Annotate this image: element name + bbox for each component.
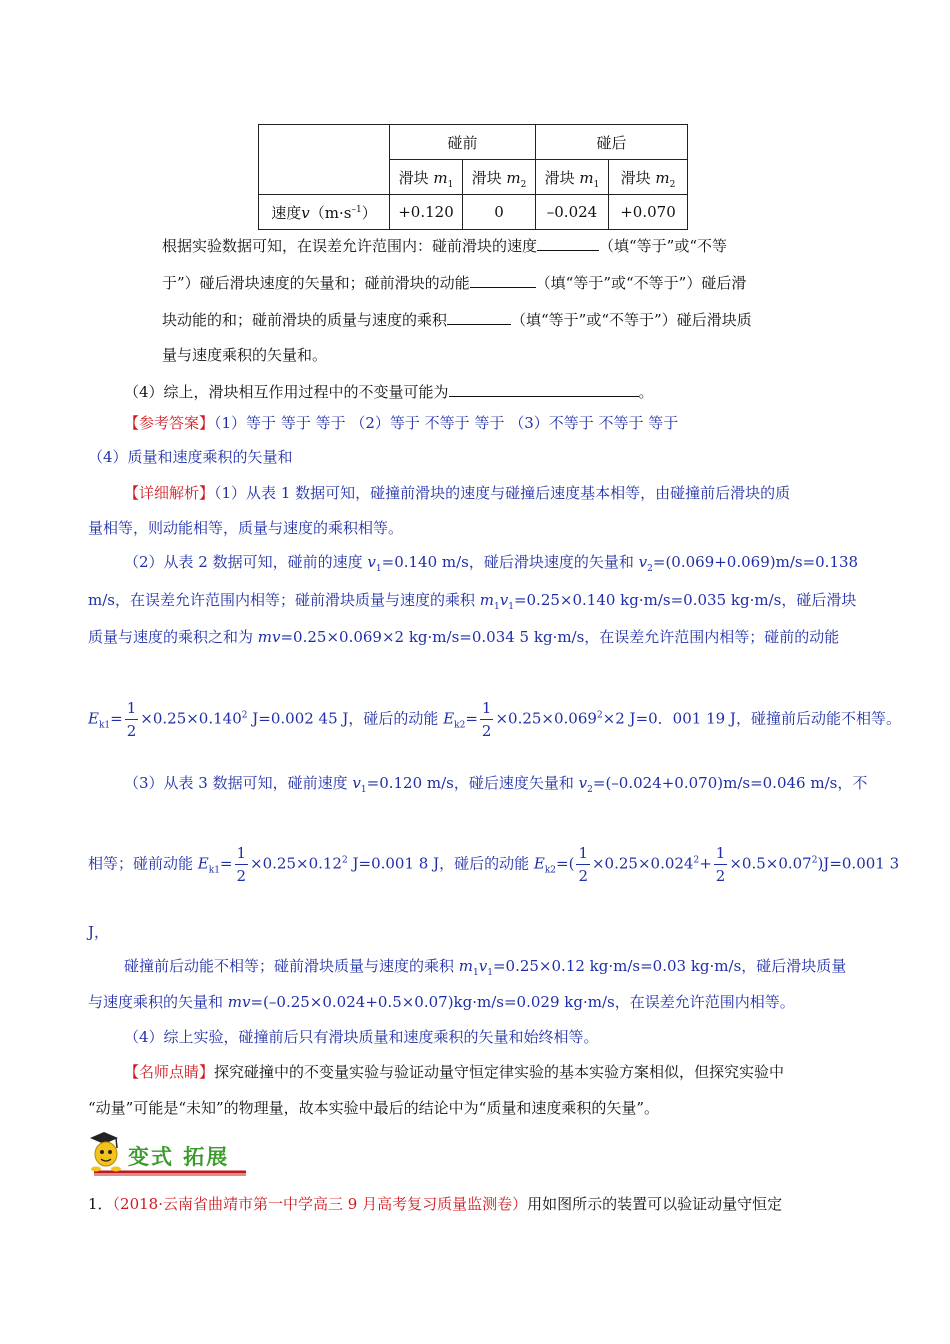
table-subheader: 滑块 $m_1$ — [390, 160, 463, 195]
tip-tag: 【名师点睛】 — [124, 1063, 215, 1081]
question-line: 块动能的和；碰前滑块的质量与速度的乘积 （填“等于”或“不等于”）碰后滑块质 — [162, 308, 752, 330]
fraction-half: $\frac{1}{2}$ — [715, 844, 726, 885]
table-cell: 0 — [463, 195, 536, 230]
table-cell: +0.070 — [609, 195, 688, 230]
analysis-formula-line: $E_{k1}=$ $\frac{1}{2}$ $\times 0.25\times 0.140^2$ J=0.002 45 J，碰后的动能 $E_{k2}=$ $\frac{1}{2}$ $\times 0.25\times 0.069^2\times 2$ J=0．001 19 J，碰撞前后动能不相等。 — [88, 699, 901, 740]
analysis-line: J， — [88, 923, 110, 941]
question-line: 根据实验数据可知，在误差允许范围内：碰前滑块的速度 （填“等于”或“不等 — [162, 234, 727, 256]
question-line: 于”）碰后滑块速度的矢量和；碰前滑块的动能 （填“等于”或“不等于”）碰后滑 — [162, 271, 746, 293]
experiment-table — [258, 124, 688, 230]
analysis-line: m/s，在误差允许范围内相等；碰前滑块质量与速度的乘积 $m_1v_1=0.25\times 0.140$ kg·m/s=0.035 kg·m/s，碰后滑块 — [88, 591, 857, 612]
analysis-tag: 【详细解析】 — [124, 484, 215, 502]
answer-blank — [470, 271, 536, 288]
answer-blank — [537, 234, 599, 251]
analysis-line: 碰撞前后动能不相等；碰前滑块质量与速度的乘积 $m_1v_1=0.25\times 0.12$ kg·m/s=0.03 kg·m/s，碰后滑块质量 — [124, 957, 847, 978]
answer-blank — [449, 380, 639, 397]
section-banner — [88, 1128, 248, 1176]
analysis-line: 质量与速度的乘积之和为 mv=0.25×0.069×2 kg·m/s=0.034 5 kg·m/s，在误差允许范围内相等；碰前的动能 — [88, 628, 840, 646]
fraction-half: $\frac{1}{2}$ — [481, 699, 492, 740]
answer-tag: 【参考答案】 — [124, 414, 215, 432]
fraction-half: $\frac{1}{2}$ — [236, 844, 247, 885]
question-4: （4）综上，滑块相互作用过程中的不变量可能为 。 — [124, 380, 654, 402]
exercise-source: （2018·云南省曲靖市第一中学高三 9 月高考复习质量监测卷） — [112, 1195, 528, 1213]
table-cell: –0.024 — [536, 195, 609, 230]
banner-title: 变式 拓展 — [128, 1145, 230, 1169]
analysis-line: 量相等，则动能相等，质量与速度的乘积相等。 — [88, 519, 404, 537]
answer-line: 【参考答案】（1）等于 等于 等于 （2）等于 不等于 等于 （3）不等于 不等于 等于 — [124, 414, 679, 432]
table-subheader: 滑块 $m_2$ — [609, 160, 688, 195]
analysis-line: （3）从表 3 数据可知，碰前速度 $v_1=0.120$ m/s，碰后速度矢量和 $v_2=(-0.024+0.070)m/s=0.046$ m/s，不 — [124, 774, 868, 795]
analysis-line: （4）综上实验，碰撞前后只有滑块质量和速度乘积的矢量和始终相等。 — [124, 1028, 599, 1046]
table-header-before: 碰前 — [390, 125, 536, 160]
tip-line: 【名师点睛】探究碰撞中的不变量实验与验证动量守恒定律实验的基本实验方案相似，但探究实验中 — [124, 1063, 785, 1081]
analysis-line: 与速度乘积的矢量和 mv=(–0.25×0.024+0.5×0.07)kg·m/s=0.029 kg·m/s，在误差允许范围内相等。 — [88, 993, 795, 1011]
table-header-after: 碰后 — [536, 125, 688, 160]
analysis-line: （2）从表 2 数据可知，碰前的速度 $v_1=0.140$ m/s，碰后滑块速度的矢量和 $v_2=(0.069+0.069)m/s=0.138$ — [124, 553, 859, 574]
table-row-label: 速度$v(m\cdot s^{-1})$ — [259, 195, 390, 230]
tip-line: “动量”可能是“未知”的物理量，故本实验中最后的结论中为“质量和速度乘积的矢量”。 — [88, 1099, 660, 1117]
fraction-half: $\frac{1}{2}$ — [578, 844, 588, 885]
table-subheader: 滑块 $m_2$ — [463, 160, 536, 195]
table-corner-cell — [259, 125, 390, 195]
question-line: 量与速度乘积的矢量和。 — [162, 346, 328, 364]
fraction-half: $\frac{1}{2}$ — [126, 699, 137, 740]
answer-line: （4）质量和速度乘积的矢量和 — [88, 448, 293, 466]
table-cell: +0.120 — [390, 195, 463, 230]
table-subheader: 滑块 $m_1$ — [536, 160, 609, 195]
analysis-line: 【详细解析】（1）从表 1 数据可知，碰撞前滑块的速度与碰撞后速度基本相等，由碰撞前后滑块的质 — [124, 484, 791, 502]
answer-blank — [447, 308, 511, 325]
analysis-formula-line: 相等；碰前动能 $E_{k1}=$ $\frac{1}{2}$ $\times 0.25\times 0.12^2$ J=0.001 8 J，碰后的动能 $E_{k2}=$( $\frac{1}{2}$ $\times 0.25\times 0.024^2+$ $\frac{1}{2}$ $\times 0.5\times 0.07^2)J=0.001$ 3 — [88, 844, 900, 885]
exercise-line: 1．（2018·云南省曲靖市第一中学高三 9 月高考复习质量监测卷）用如图所示的装置可以验证动量守恒定 — [88, 1195, 783, 1213]
